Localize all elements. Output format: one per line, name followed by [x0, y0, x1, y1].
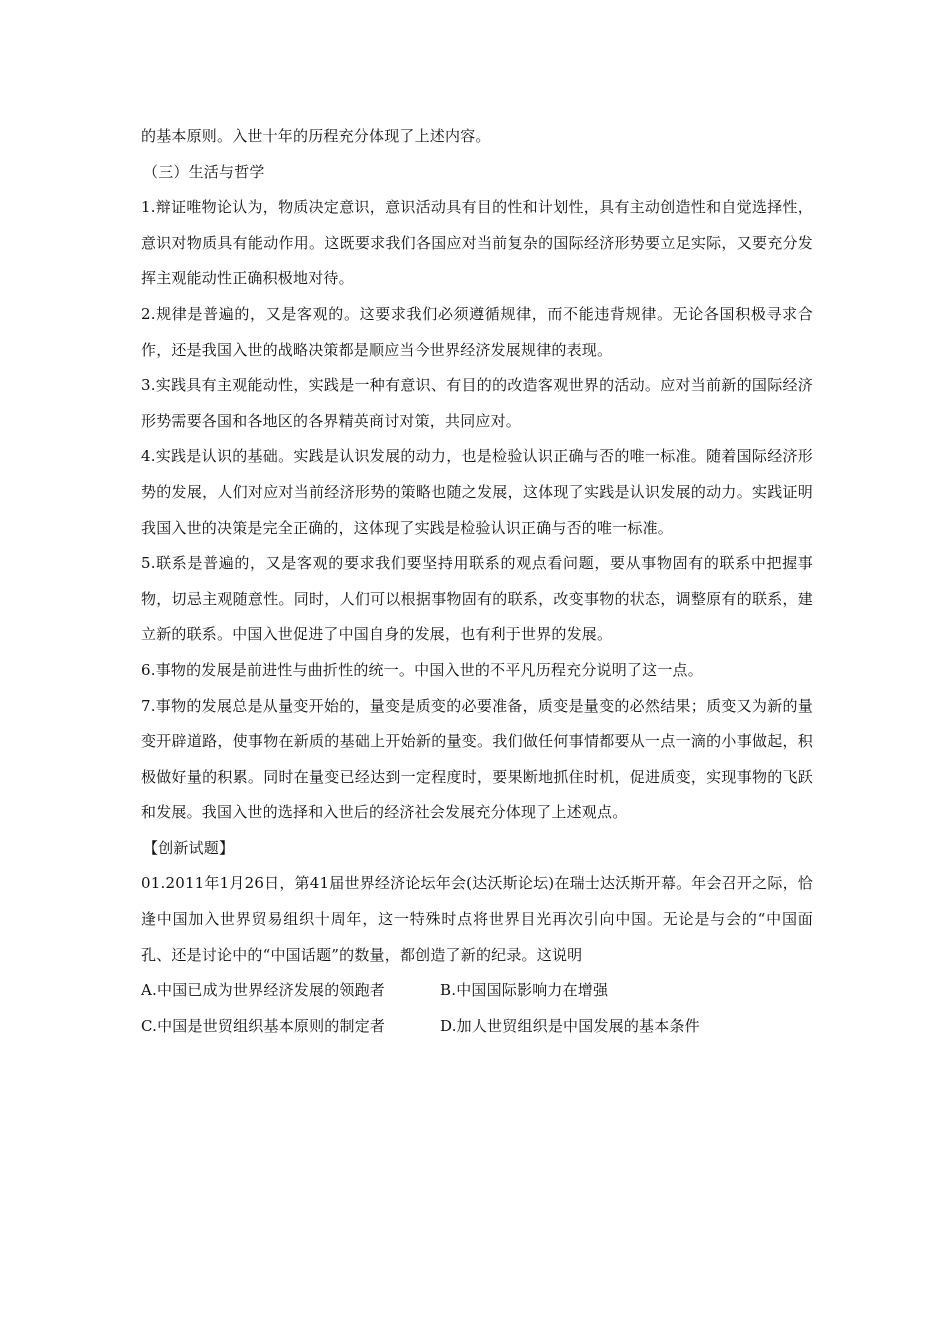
innovation-heading: 【创新试题】 — [143, 838, 235, 857]
paragraph-6: 6.事物的发展是前进性与曲折性的统一。中国入世的不平凡历程充分说明了这一点。 — [141, 660, 703, 679]
paragraph-2: 2.规律是普遍的，又是客观的。这要求我们必须遵循规律，而不能违背规律。无论各国积极寻求合作，还是我国入世的战略决策都是顺应当今世界经济发展规律的表现。 — [141, 304, 813, 359]
continued-line: 的基本原则。入世十年的历程充分体现了上述内容。 — [141, 127, 491, 145]
option-c: C.中国是世贸组织基本原则的制定者 — [141, 1016, 386, 1035]
paragraph-3: 3.实践具有主观能动性，实践是一种有意识、有目的的改造客观世界的活动。应对当前新的国际经济形势需要各国和各地区的各界精英商讨对策，共同应对。 — [141, 376, 813, 430]
question-stem: 01.2011年1月26日，第41届世界经济论坛年会(达沃斯论坛)在瑞士达沃斯开幕。年会召开之际，恰逢中国加入世界贸易组织十周年，这一特殊时点将世界目光再次引向中国。无论是与会的“中国面孔、还是讨论中的“中国话题”的数量，都创造了新的纪录。这说明 — [141, 874, 813, 964]
paragraph-4: 4.实践是认识的基础。实践是认识发展的动力，也是检验认识正确与否的唯一标准。随着国际经济形势的发展，人们对应对当前经济形势的策略也随之发展，这体现了实践是认识发展的动力。实践证明我国入世的决策是完全正确的，这体现了实践是检验认识正确与否的唯一标准。 — [141, 447, 813, 537]
option-b: B.中国国际影响力在增强 — [440, 981, 609, 1000]
section-heading: （三）生活与哲学 — [143, 162, 265, 181]
options-row-ab — [141, 973, 813, 1009]
document-body — [141, 119, 813, 1044]
paragraph-1: 1.辩证唯物论认为，物质决定意识，意识活动具有目的性和计划性，具有主动创造性和自觉选择性，意识对物质具有能动作用。这既要求我们各国应对当前复杂的国际经济形势要立足实际，又要充分发挥主观能动性正确积极地对待。 — [141, 198, 813, 288]
option-a: A.中国已成为世界经济发展的领跑者 — [141, 981, 386, 1000]
paragraph-5: 5.联系是普遍的，又是客观的要求我们要坚持用联系的观点看问题，要从事物固有的联系中把握事物，切忌主观随意性。同时，人们可以根据事物固有的联系，改变事物的状态，调整原有的联系，建立新的联系。中国入世促进了中国自身的发展，也有利于世界的发展。 — [141, 554, 813, 644]
option-d: D.加人世贸组织是中国发展的基本条件 — [440, 1016, 700, 1035]
options-row-cd — [141, 1009, 813, 1045]
paragraph-7: 7.事物的发展总是从量变开始的，量变是质变的必要准备，质变是量变的必然结果；质变又为新的量变开辟道路，使事物在新质的基础上开始新的量变。我们做任何事情都要从一点一滴的小事做起，积极做好量的积累。同时在量变已经达到一定程度时，要果断地抓住时机，促进质变，实现事物的飞跃和发展。我国入世的选择和入世后的经济社会发展充分体现了上述观点。 — [141, 696, 813, 822]
